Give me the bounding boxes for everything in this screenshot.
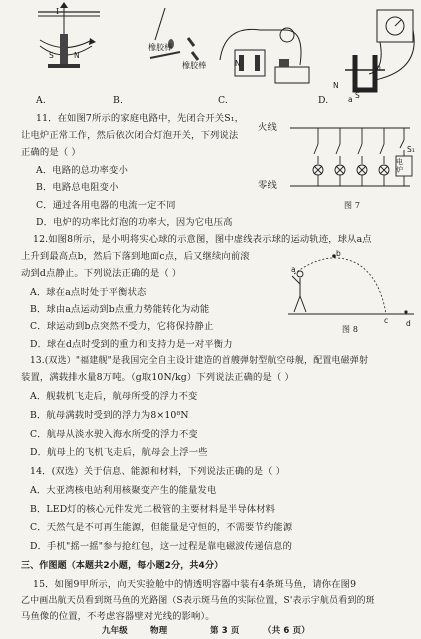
fig8-point-d: d [406, 319, 411, 328]
fig-d-label-b: b [376, 63, 381, 72]
option-label-b: B. [113, 95, 124, 106]
q11-option-d: D．电炉的功率比灯泡的功率大，因为它电压高 [36, 217, 233, 228]
q13-option-b: B．航母满载时受到的浮力为8×10⁸N [30, 410, 189, 421]
q12-option-d: D．球在d点时受到的重力和支持力是一对平衡力 [30, 339, 233, 350]
fig7-neutral-wire-label: 零线 [258, 180, 277, 191]
fig-d-label-a: a [348, 95, 353, 104]
section-3-title: 三、作图题（本题共2小题，每小题2分，共4分） [21, 561, 224, 571]
figure-d-generator [325, 0, 421, 108]
footer-page: 第 3 页 [210, 626, 240, 636]
fig-a-label-n: N [74, 51, 80, 60]
q11-line-1: 11．在如图7所示的家庭电路中，先闭合开关S₁， [36, 113, 245, 124]
q13-option-c: C．航母从淡水驶入海水所受的浮力不变 [30, 429, 198, 440]
fig7-caption: 图 7 [344, 201, 361, 210]
q12-option-c: C．球运动到b点突然不受力，它将保持静止 [30, 321, 214, 332]
fig-c-label-n: N [235, 59, 241, 68]
q15-line-1: 15．如图9甲所示，向天实验舱中的情透明容器中装有4条斑马鱼，请你在图9 [33, 579, 357, 590]
q12-line-1: 12.如图8所示，是小明将实心球的示意图，图中虚线表示球的运动轨迹，球从a点 [33, 234, 372, 245]
q14-option-a: A．大亚湾核电站利用核聚变产生的能量发电 [30, 485, 217, 496]
fig-d-label-s: S [355, 91, 360, 100]
q13-line-1: 13.(双选）"福建舰"是我国完全自主设计建造的首艘弹射型航空母舰，配置电磁弹射 [30, 356, 369, 366]
fig-a-label-i: I [56, 7, 60, 16]
rubber-rod-label-1: 橡胶棒 [148, 43, 173, 52]
footer-total: （共 6 页） [263, 626, 310, 636]
fig8-point-b: b [336, 249, 341, 258]
q12-option-a: A．球在a点时处于平衡状态 [30, 287, 147, 298]
q15-line-2: 乙中画出航天员看到斑马鱼的光路图（S表示斑马鱼的实际位置，S'表示宇航员看到的斑 [21, 596, 375, 606]
fig8-point-c: c [384, 316, 389, 325]
fig7-heater-label: 电炉 [396, 158, 404, 174]
fig8-point-a: a [291, 265, 296, 274]
q13-option-a: A．舰载机飞走后，航母所受的浮力不变 [30, 391, 198, 402]
fig7-live-wire-label: 火线 [258, 122, 277, 133]
q11-option-a: A．电路的总功率变小 [36, 165, 128, 176]
option-label-c: C. [218, 95, 229, 106]
q14-line-1: 14．(双选）关于信息、能源和材料，下列说法正确的是（ ） [30, 466, 286, 477]
option-label-a: A. [36, 95, 46, 106]
q15-line-3: 马鱼像的位置，不考虑容器壁对光线的影响）。 [21, 611, 215, 622]
q14-option-d: D．手机"摇一摇"参与抢红包，这一过程是靠电磁波传递信息的 [30, 541, 293, 552]
q14-option-b: B．LED灯的核心元件发光二极管的主要材料是半导体材料 [30, 504, 276, 515]
q12-line-2: 上升到最高点b，然后下落到地面c点，后又继续向前滚 [21, 251, 250, 262]
q12-option-b: B．球由a点运动到b点重力势能转化为动能 [30, 304, 210, 315]
fig7-s1-label: S₁ [407, 145, 416, 154]
q13-option-d: D．航母上的飞机飞走后，航母会上浮一些 [30, 447, 208, 458]
q12-line-3: 动到d点静止。下列说法正确的是（ ） [21, 268, 182, 279]
q11-option-c: C．通过各用电器的电流一定不同 [36, 200, 176, 211]
figure-c-circuit [215, 5, 325, 105]
fig-d-label-n: N [333, 81, 339, 90]
q11-option-b: B．电路总电阻变小 [36, 182, 119, 193]
q11-line-3: 正确的是（ ） [21, 147, 81, 158]
fig-a-label-s: S [49, 51, 54, 60]
q11-line-2: 让电炉正常工作，然后依次闭合灯泡开关，下列说法 [21, 130, 239, 141]
figure-a-electromagnet [0, 0, 110, 100]
q14-option-c: C．天然气是不可再生能源，但能量是守恒的，不需要节约能源 [30, 522, 293, 533]
footer-grade: 九年级 [102, 626, 128, 636]
rubber-rod-label-2: 橡胶棒 [182, 61, 207, 70]
fig8-caption: 图 8 [342, 325, 359, 334]
q13-line-2: 装置，满载排水量8万吨。（g取10N/kg）下列说法正确的是（ ） [21, 372, 294, 383]
footer-subject: 物理 [150, 626, 168, 636]
option-label-d: D. [318, 95, 329, 106]
